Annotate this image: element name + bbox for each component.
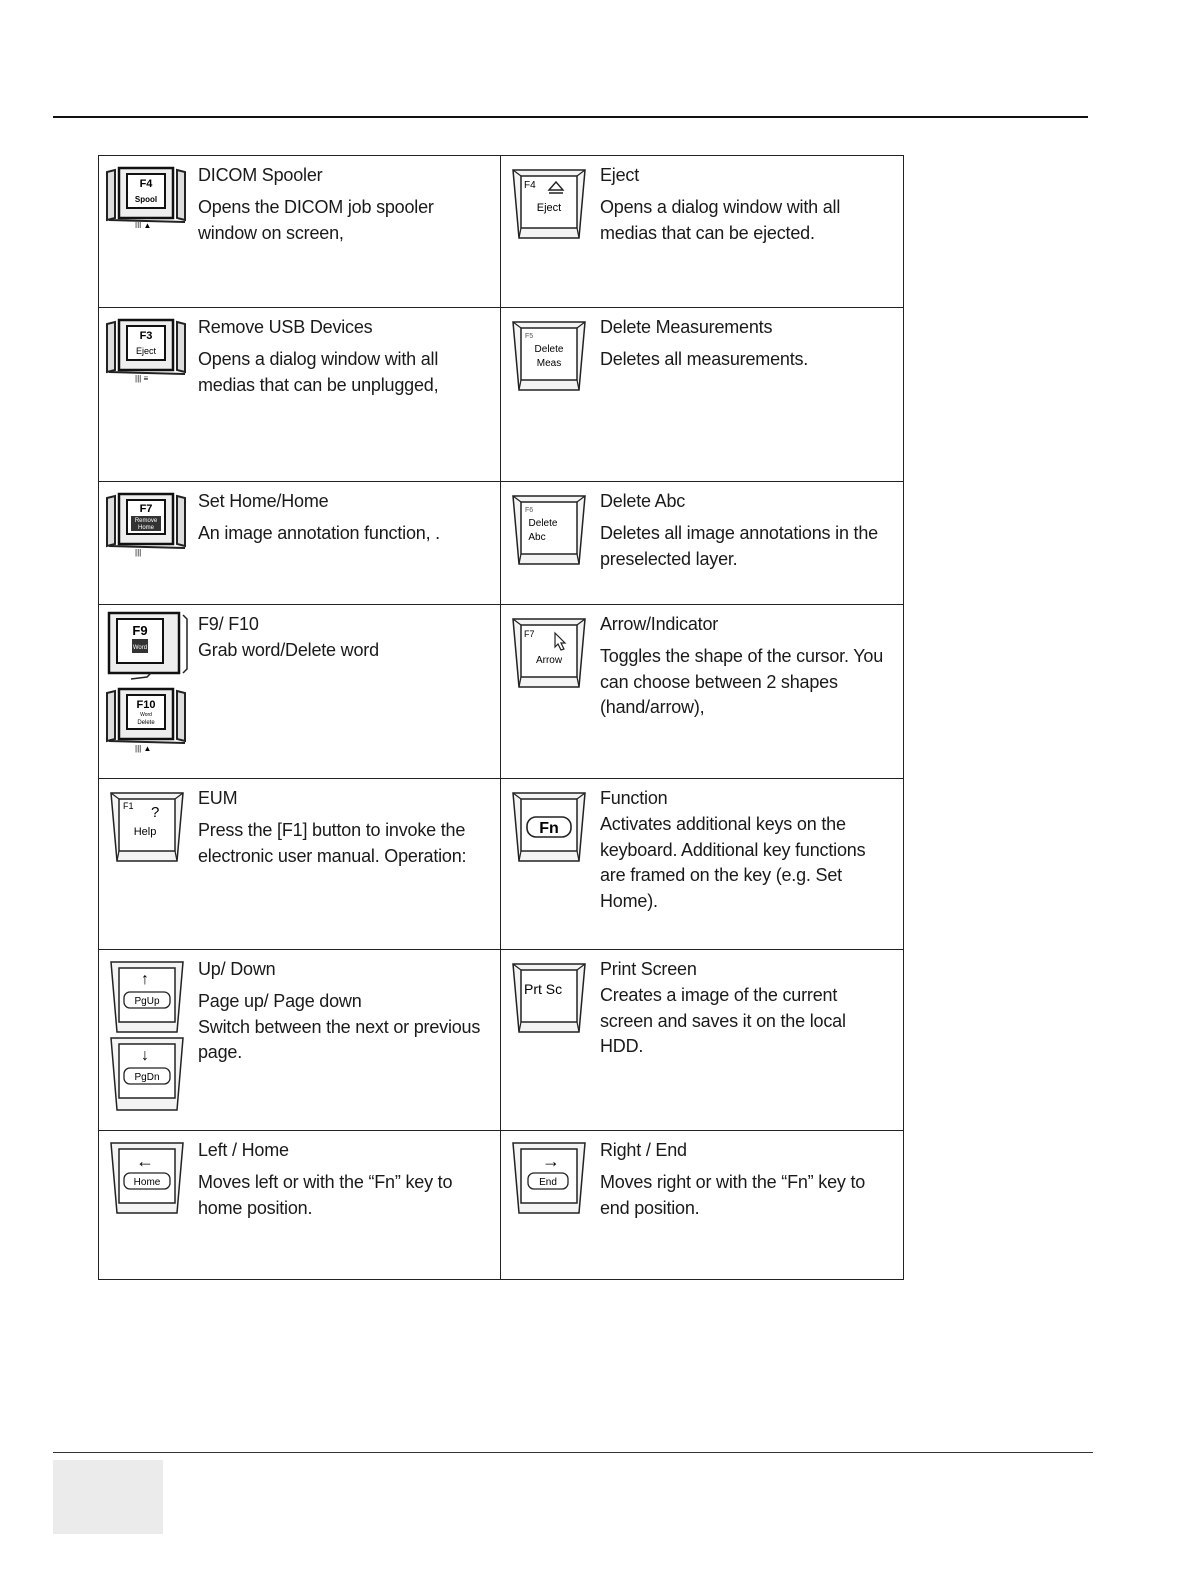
item-title: DICOM Spooler (198, 165, 323, 185)
svg-text:|||: ||| (135, 548, 142, 557)
eject-key-icon (507, 166, 591, 251)
f4-spool-key-icon (105, 166, 189, 233)
svg-text:PgUp: PgUp (134, 996, 160, 1007)
item-description: Grab word/Delete word (198, 640, 379, 660)
delete-abc-key-icon (507, 492, 591, 577)
svg-text:Remove: Remove (134, 518, 158, 524)
item-description: Switch between the next or previous page. (198, 1016, 481, 1062)
svg-text:↑: ↑ (141, 971, 149, 988)
fn-key-icon (507, 789, 591, 874)
svg-text:End: End (539, 1177, 557, 1188)
svg-text:Eject: Eject (536, 202, 562, 214)
item-title: Print Screen (600, 959, 697, 979)
end-key-icon (507, 1141, 591, 1226)
svg-text:Prt Sc: Prt Sc (524, 981, 563, 997)
item-title: Eject (600, 165, 640, 185)
item-description: Creates a image of the current screen and saves it on the local HDD. (600, 985, 846, 1056)
svg-text:Word: Word (140, 712, 152, 718)
cell-eject (501, 156, 904, 308)
item-title: Delete Measurements (600, 317, 773, 337)
svg-text:Help: Help (133, 826, 157, 838)
delete-meas-key-icon (507, 318, 591, 403)
cell-delete-abc (501, 482, 904, 605)
item-description: Toggles the shape of the cursor. You can choose between 2 shapes (hand/arrow), (600, 646, 884, 717)
svg-text:F4: F4 (524, 180, 536, 191)
table-row (99, 482, 904, 605)
item-title: Set Home/Home (198, 491, 329, 511)
svg-text:→: → (542, 1151, 560, 1171)
cell-eum (99, 779, 501, 950)
svg-text:Fn: Fn (539, 820, 559, 837)
item-description: Activates additional keys on the keyboard. Additional key functions are framed on the key (e.g. Set Home). (600, 814, 866, 911)
item-description: An image annotation function, . (198, 523, 440, 543)
svg-text:Abc: Abc (528, 532, 546, 543)
item-title: Arrow/Indicator (600, 614, 719, 634)
help-key-icon (105, 789, 189, 874)
item-title: Up/ Down (198, 959, 276, 979)
f9-f10-keys-icon (105, 611, 189, 758)
svg-text:F3: F3 (139, 330, 153, 342)
svg-text:F7: F7 (524, 629, 535, 639)
cell-f9-f10 (99, 605, 501, 779)
item-title: EUM (198, 788, 238, 808)
svg-text:Delete: Delete (534, 344, 564, 355)
cell-right-end (501, 1131, 904, 1280)
header-rule (53, 116, 1088, 118)
table-row (99, 1131, 904, 1280)
home-key-icon (105, 1141, 189, 1226)
f7-remove-home-key-icon (105, 492, 189, 563)
svg-text:Home: Home (133, 1177, 161, 1188)
item-description: Opens a dialog window with all medias that can be unplugged, (198, 349, 439, 395)
svg-text:F6: F6 (525, 507, 534, 514)
svg-text:Eject: Eject (135, 346, 157, 356)
svg-text:F1: F1 (123, 801, 134, 811)
item-title: F9/ F10 (198, 614, 259, 634)
item-description: Press the [F1] button to invoke the electronic user manual. Operation: (198, 820, 467, 866)
svg-text:Delete: Delete (528, 518, 558, 529)
svg-text:F10: F10 (136, 699, 156, 711)
prtsc-key-icon (507, 960, 591, 1045)
cell-print-screen (501, 950, 904, 1131)
footer-rule (53, 1452, 1093, 1453)
cell-set-home (99, 482, 501, 605)
item-description: Deletes all image annotations in the preselected layer. (600, 523, 878, 569)
item-title: Right / End (600, 1140, 687, 1160)
svg-text:↓: ↓ (141, 1047, 149, 1064)
cell-dicom-spooler (99, 156, 501, 308)
item-title: Function (600, 788, 668, 808)
svg-text:PgDn: PgDn (134, 1072, 160, 1083)
svg-text:Arrow: Arrow (535, 655, 563, 666)
svg-text:Delete: Delete (137, 720, 155, 726)
cell-function (501, 779, 904, 950)
f3-eject-key-icon (105, 318, 189, 389)
svg-text:||| ▲: ||| ▲ (135, 221, 152, 228)
item-description: Deletes all measurements. (600, 349, 809, 369)
item-title: Delete Abc (600, 491, 686, 511)
cell-up-down (99, 950, 501, 1131)
svg-text:Spool: Spool (134, 195, 158, 204)
key-reference-table (98, 155, 904, 1280)
item-description: Moves left or with the “Fn” key to home position. (198, 1172, 453, 1218)
cell-remove-usb (99, 308, 501, 482)
item-title: Left / Home (198, 1140, 289, 1160)
table-row (99, 605, 904, 779)
svg-text:←: ← (136, 1151, 154, 1171)
cell-delete-measurements (501, 308, 904, 482)
svg-text:Home: Home (137, 525, 155, 531)
item-subtitle: Page up/ Page down (198, 991, 362, 1011)
table-row (99, 779, 904, 950)
cell-left-home (99, 1131, 501, 1280)
item-description: Opens a dialog window with all medias that can be ejected. (600, 197, 841, 243)
item-description: Opens the DICOM job spooler window on screen, (198, 197, 434, 243)
svg-text:Word: Word (132, 645, 148, 651)
svg-text:?: ? (151, 804, 160, 821)
item-title: Remove USB Devices (198, 317, 373, 337)
table-row (99, 156, 904, 308)
table-row (99, 308, 904, 482)
arrow-key-icon (507, 615, 591, 700)
svg-text:F9: F9 (132, 623, 148, 638)
svg-text:F4: F4 (139, 178, 153, 190)
svg-text:Meas: Meas (536, 358, 562, 369)
pgup-pgdn-keys-icon (105, 960, 189, 1119)
table-row (99, 950, 904, 1131)
page-number-box (53, 1460, 163, 1534)
item-description: Moves right or with the “Fn” key to end position. (600, 1172, 866, 1218)
svg-text:||| ≡: ||| ≡ (135, 374, 149, 383)
svg-text:F7: F7 (139, 503, 153, 515)
cell-arrow-indicator (501, 605, 904, 779)
svg-text:||| ▲: ||| ▲ (135, 744, 152, 753)
svg-text:F5: F5 (525, 333, 534, 340)
